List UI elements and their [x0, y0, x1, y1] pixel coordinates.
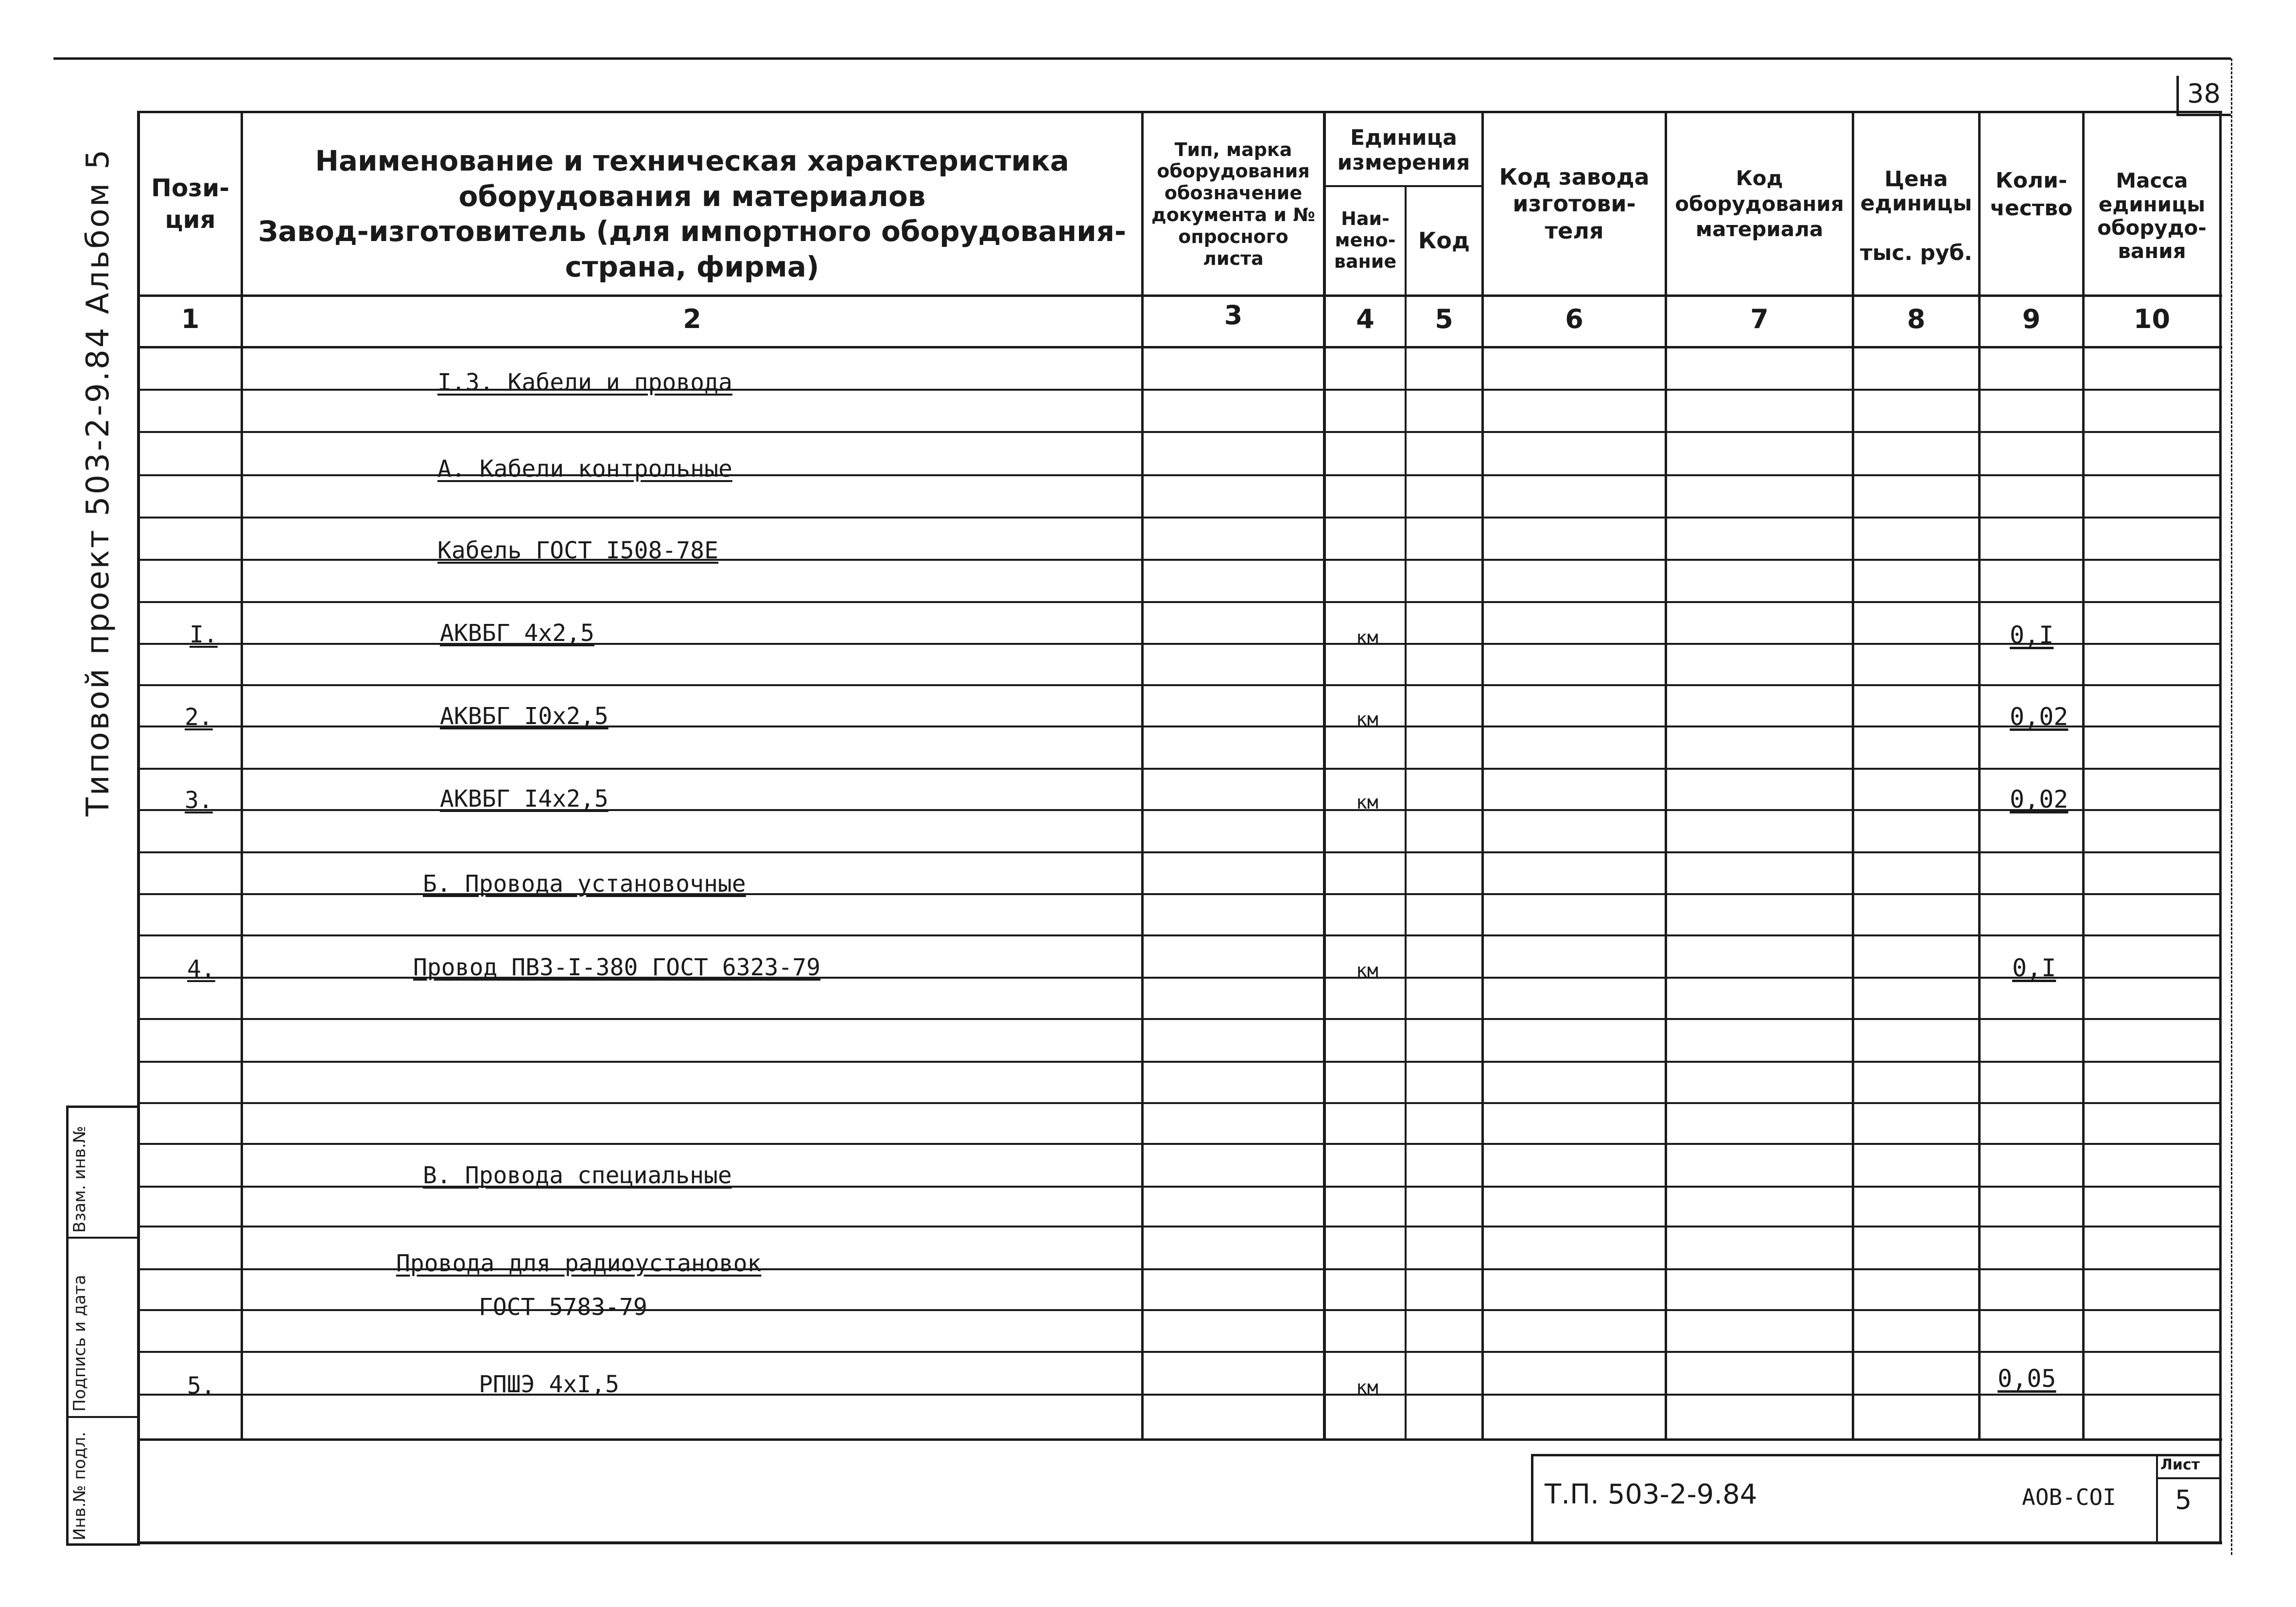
row-rule [140, 1061, 2219, 1063]
sheet-num-box-bottom [2176, 114, 2231, 116]
frame-right [2219, 111, 2222, 1544]
row-name: В. Провода специальные [423, 1162, 732, 1189]
row-position: 2. [185, 704, 213, 731]
row-position: 3. [185, 787, 213, 814]
stamp-box-left [1531, 1454, 1533, 1544]
row-rule [140, 1018, 2219, 1020]
row-rule [140, 1143, 2219, 1145]
stamp-replace-label: Взам. инв.№ [70, 1125, 89, 1233]
col-number-8: 8 [1907, 304, 1926, 334]
margin-line [2231, 58, 2232, 1555]
col-number-10: 10 [2133, 304, 2171, 334]
unit-group-rule [1323, 185, 1483, 187]
stamp-box-top [1531, 1454, 2221, 1456]
header-bottom-rule [137, 294, 2222, 297]
col-number-9: 9 [2022, 304, 2041, 334]
row-rule [140, 1309, 2219, 1311]
col-number-1: 1 [181, 304, 200, 334]
header-price: Цена единицы тыс. руб. [1860, 166, 1973, 265]
header-position: Пози- ция [151, 174, 230, 234]
stamp-strip-top [66, 1106, 140, 1108]
table-bottom [137, 1438, 2222, 1441]
sheet-number: 38 [2187, 78, 2221, 109]
row-name: АКВБГ 4х2,5 [440, 620, 594, 647]
row-name: А. Кабели контрольные [437, 455, 732, 483]
row-unit: км [1356, 708, 1378, 730]
stamp-strip-div1 [66, 1237, 140, 1239]
header-quantity: Коли- чество [1990, 168, 2073, 221]
header-unit-name: Наи- мено- вание [1334, 208, 1397, 272]
row-position: 5. [187, 1372, 215, 1400]
sheet-label: Лист [2160, 1456, 2200, 1473]
header-mass: Масса единицы оборудо- вания [2097, 169, 2207, 263]
row-quantity: 0,02 [2010, 785, 2069, 813]
row-name: Провода для радиоустановок [396, 1250, 762, 1277]
row-rule [140, 1102, 2219, 1104]
row-rule [140, 1351, 2219, 1353]
row-rule [140, 601, 2219, 603]
row-name: Б. Провода установочные [423, 870, 746, 898]
row-rule [140, 517, 2219, 518]
row-quantity: 0,05 [1998, 1365, 2056, 1393]
stamp-strip-left [66, 1106, 69, 1545]
sheet-num-box-left [2176, 76, 2179, 115]
header-unit-group: Единица измерения [1337, 125, 1470, 175]
header-factory-code: Код завода изготови- теля [1499, 164, 1650, 244]
header-name: Наименование и техническая характеристика оборудования и материалов Завод-изготовитель (для импортного оборудования- страна, фирма) [258, 144, 1127, 283]
stamp-strip-bottom [66, 1543, 140, 1546]
row-unit: км [1356, 1377, 1378, 1398]
col-number-4: 4 [1356, 304, 1374, 334]
row-rule [140, 1226, 2219, 1227]
row-name: АКВБГ I4х2,5 [440, 785, 609, 812]
doc-mark: АОВ-СОI [2022, 1484, 2116, 1510]
stamp-sheet-rule [2156, 1477, 2220, 1479]
col-number-6: 6 [1565, 304, 1583, 334]
side-title: Типовой проект 503-2-9.84 Альбом 5 [80, 147, 116, 816]
header-equipment-code: Код оборудования материала [1675, 166, 1844, 242]
col-number-3: 3 [1224, 300, 1243, 330]
header-type: Тип, марка оборудования обозначение документа и № опросного листа [1151, 138, 1315, 269]
row-quantity: 0,02 [2010, 703, 2069, 731]
row-rule [140, 768, 2219, 770]
row-name: АКВБГ I0х2,5 [440, 703, 609, 730]
stamp-signature-label: Подпись и дата [70, 1275, 89, 1412]
row-name: Провод ПВЗ-I-380 ГОСТ 6323-79 [413, 954, 821, 981]
row-quantity: 0,I [2012, 954, 2056, 982]
row-unit: км [1356, 627, 1378, 648]
row-rule [140, 431, 2219, 433]
column-number-rule [137, 346, 2222, 348]
row-position: I. [190, 621, 218, 648]
frame-bottom [137, 1541, 2222, 1544]
row-name: Кабель ГОСТ I508-78Е [437, 537, 718, 564]
top-rule [53, 57, 2231, 60]
doc-code: Т.П. 503-2-9.84 [1545, 1479, 1757, 1510]
row-rule [140, 684, 2219, 686]
row-quantity: 0,I [2010, 621, 2054, 649]
col-divider-4 [1405, 186, 1407, 1440]
row-name: ГОСТ 5783-79 [479, 1294, 647, 1321]
row-name: РПШЭ 4хI,5 [479, 1371, 619, 1398]
frame-top [137, 111, 2222, 113]
col-number-7: 7 [1750, 304, 1769, 334]
row-rule [140, 1394, 2219, 1396]
col-number-5: 5 [1435, 304, 1453, 334]
row-rule [140, 851, 2219, 853]
row-unit: км [1356, 792, 1378, 813]
row-position: 4. [187, 955, 215, 983]
stamp-inv-label: Инв.№ подл. [70, 1432, 89, 1540]
stamp-strip-div2 [66, 1416, 140, 1418]
sheet-value: 5 [2175, 1485, 2192, 1515]
row-name: I.3. Кабели и провода [437, 369, 732, 396]
header-unit-code: Код [1418, 227, 1470, 254]
row-rule [140, 934, 2219, 936]
stamp-sheet-divider [2156, 1454, 2158, 1544]
col-number-2: 2 [683, 304, 701, 334]
row-unit: км [1356, 960, 1378, 981]
